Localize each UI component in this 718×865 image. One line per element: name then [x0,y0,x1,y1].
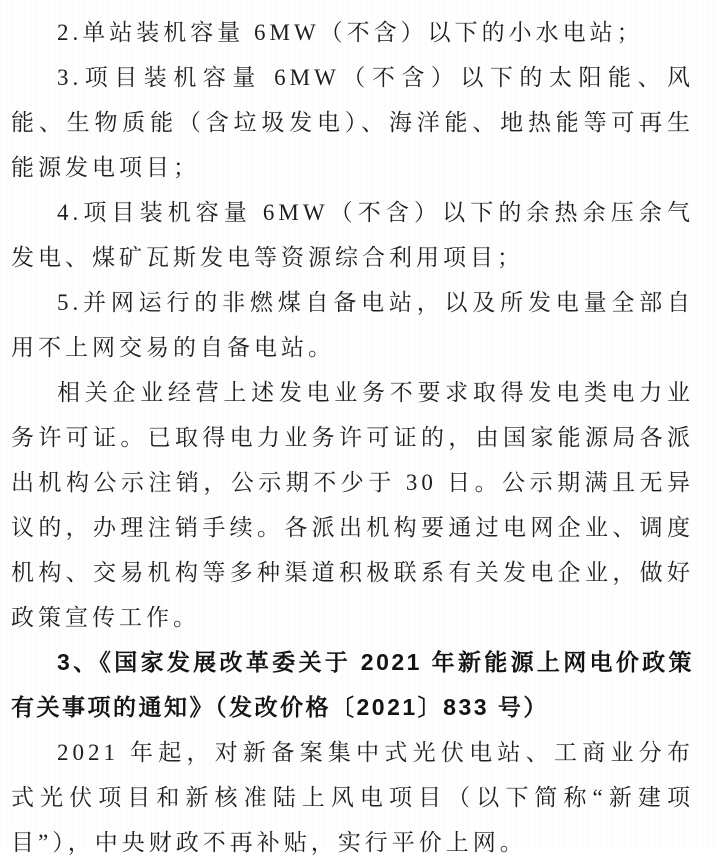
list-item-3-renewables: 3.项目装机容量 6MW（不含）以下的太阳能、风能、生物质能（含垃圾发电）、海洋能、地热能等可再生能源发电项目； [11,65,694,180]
list-item-5-self-supply-stations: 5.并网运行的非燃煤自备电站，以及所发电量全部自用不上网交易的自备电站。 [11,290,694,360]
list-item-4-resource-utilization: 4.项目装机容量 6MW（不含）以下的余热余压余气发电、煤矿瓦斯发电等资源综合利用项目； [11,200,694,270]
list-item-2-small-hydro: 2.单站装机容量 6MW（不含）以下的小水电站； [57,20,644,45]
body-paragraph-grid-parity: 2021 年起，对新备案集中式光伏电站、工商业分布式光伏项目和新核准陆上风电项目（以下简称“新建项目”），中央财政不再补贴，实行平价上网。 [11,740,694,855]
body-paragraph-license-cancellation: 相关企业经营上述发电业务不要求取得发电类电力业务许可证。已取得电力业务许可证的，由国家能源局各派出机构公示注销，公示期不少于 30 日。公示期满且无异议的，办理注销手续。各派出机构要通过电网企业、调度机构、交易机构等多种渠道积极联系有关发电企业，做好政策宣传工作。 [11,380,694,630]
section-heading-ndrc-notice-833: 3、《国家发展改革委关于 2021 年新能源上网电价政策有关事项的通知》（发改价格〔2021〕833 号） [11,649,694,720]
